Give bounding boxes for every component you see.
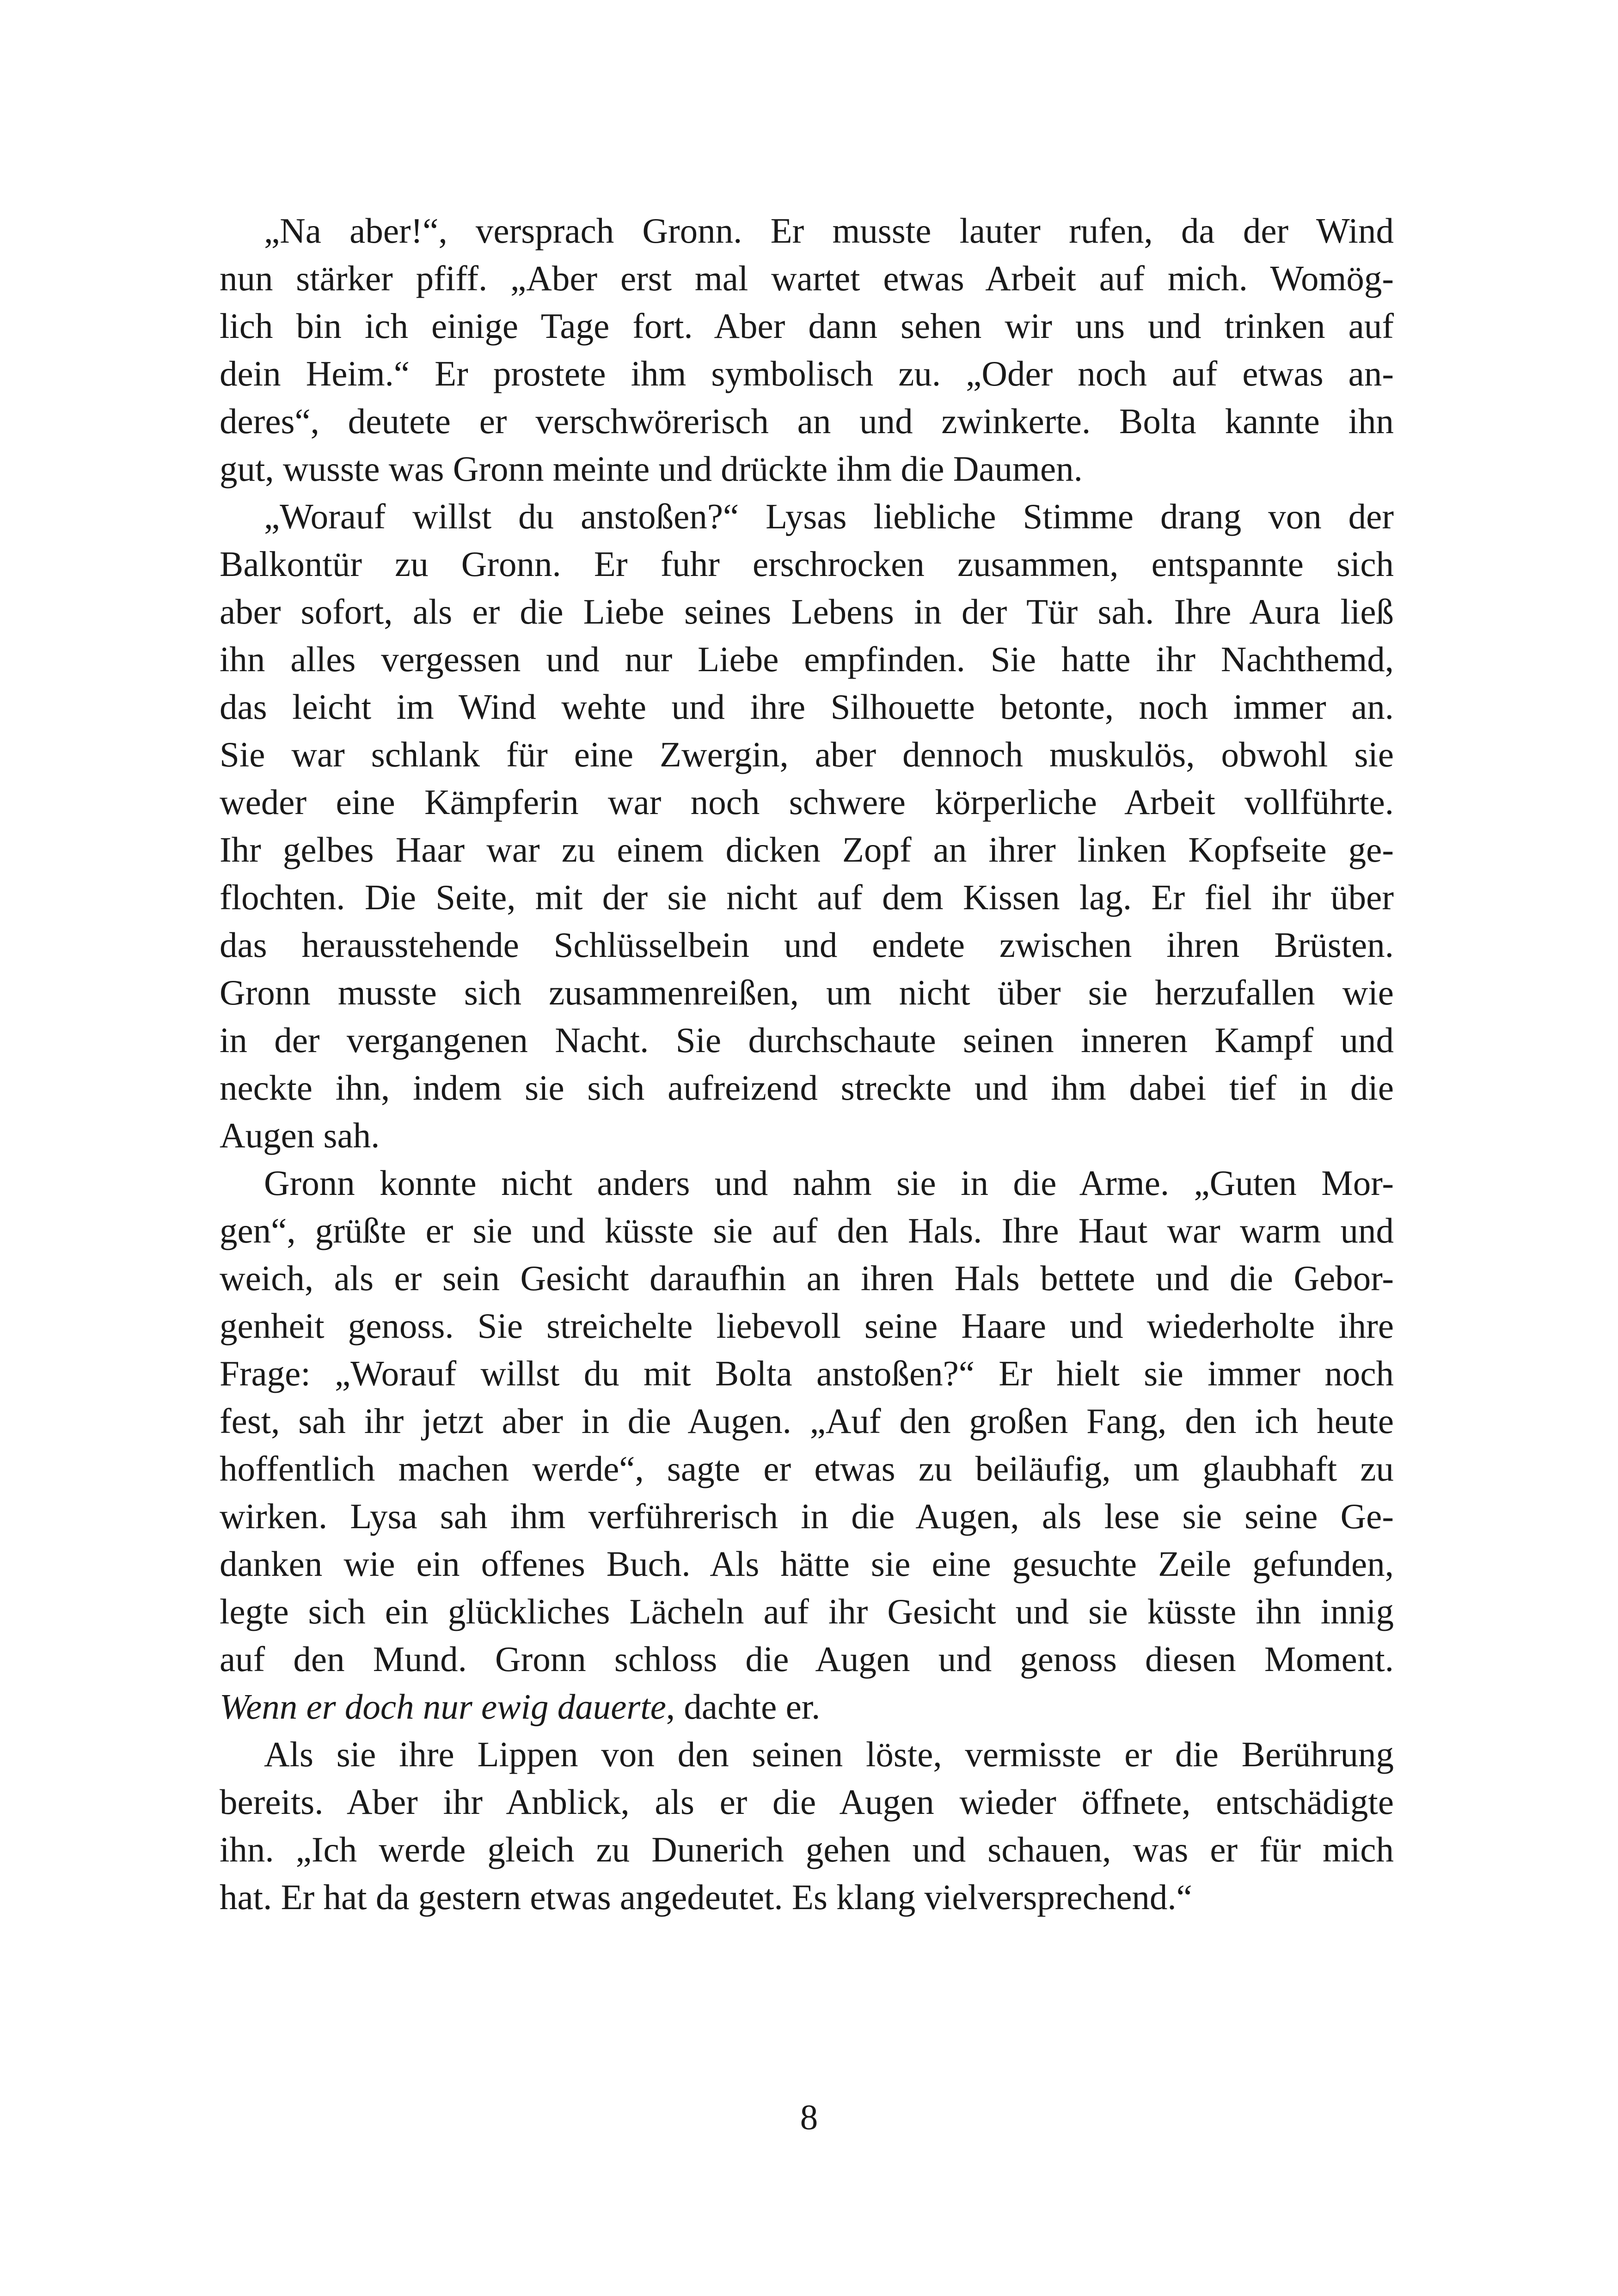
text-line: nun stärker pfiff. „Aber erst mal wartet etwas Arbeit auf mich. Womög- — [220, 258, 1394, 298]
paragraph-3 — [220, 1159, 1394, 1731]
italic-thought: Wenn er doch nur ewig dauerte — [220, 1687, 666, 1727]
text-line: wirken. Lysa sah ihm verführerisch in die Augen, als lese sie seine Ge- — [220, 1496, 1394, 1536]
paragraph-4 — [220, 1731, 1394, 1921]
text-line: auf den Mund. Gronn schloss die Augen und genoss diesen Moment. — [220, 1639, 1394, 1679]
thought-attribution: , dachte er. — [666, 1687, 821, 1727]
text-line: Gronn musste sich zusammenreißen, um nicht über sie herzufallen wie — [220, 973, 1394, 1012]
page-number: 8 — [800, 2097, 818, 2137]
text-line: lich bin ich einige Tage fort. Aber dann sehen wir uns und trinken auf — [220, 306, 1394, 346]
paragraph-2 — [220, 493, 1394, 1159]
italic-thought-line — [220, 1683, 1394, 1731]
text-line: bereits. Aber ihr Anblick, als er die Augen wieder öffnete, entschädigte — [220, 1782, 1394, 1822]
text-line: flochten. Die Seite, mit der sie nicht auf dem Kissen lag. Er fiel ihr über — [220, 877, 1394, 917]
text-line: „Na aber!“, versprach Gronn. Er musste lauter rufen, da der Wind — [264, 211, 1394, 251]
paragraph-1 — [220, 207, 1394, 493]
text-line: weder eine Kämpferin war noch schwere körperliche Arbeit vollführte. — [220, 782, 1394, 822]
text-line: Balkontür zu Gronn. Er fuhr erschrocken zusammen, entspannte sich — [220, 544, 1394, 584]
text-line: aber sofort, als er die Liebe seines Lebens in der Tür sah. Ihre Aura ließ — [220, 592, 1394, 631]
text-line: das herausstehende Schlüsselbein und endete zwischen ihren Brüsten. — [220, 925, 1394, 965]
text-line: dein Heim.“ Er prostete ihm symbolisch zu. „Oder noch auf etwas an- — [220, 354, 1394, 393]
text-line: deres“, deutete er verschwörerisch an und zwinkerte. Bolta kannte ihn — [220, 401, 1394, 441]
text-line: legte sich ein glückliches Lächeln auf ihr Gesicht und sie küsste ihn innig — [220, 1592, 1394, 1631]
text-line: gut, wusste was Gronn meinte und drückte ihm die Daumen. — [220, 449, 1083, 489]
text-line: das leicht im Wind wehte und ihre Silhouette betonte, noch immer an. — [220, 687, 1394, 727]
text-line: Gronn konnte nicht anders und nahm sie in die Arme. „Guten Mor- — [264, 1163, 1394, 1203]
text-line: Augen sah. — [220, 1115, 380, 1155]
body-text — [220, 207, 1394, 1921]
text-line: ihn. „Ich werde gleich zu Dunerich gehen und schauen, was er für mich — [220, 1830, 1394, 1869]
text-line: Als sie ihre Lippen von den seinen löste, vermisste er die Berührung — [264, 1734, 1394, 1774]
text-line: weich, als er sein Gesicht daraufhin an ihren Hals bettete und die Gebor- — [220, 1258, 1394, 1298]
text-line: hat. Er hat da gestern etwas angedeutet. Es klang vielversprechend.“ — [220, 1877, 1192, 1917]
text-line: hoffentlich machen werde“, sagte er etwas zu beiläufig, um glaubhaft zu — [220, 1449, 1394, 1488]
text-line: in der vergangenen Nacht. Sie durchschaute seinen inneren Kampf und — [220, 1020, 1394, 1060]
text-line: gen“, grüßte er sie und küsste sie auf den Hals. Ihre Haut war warm und — [220, 1211, 1394, 1250]
text-line: Frage: „Worauf willst du mit Bolta anstoßen?“ Er hielt sie immer noch — [220, 1353, 1394, 1393]
text-line: Ihr gelbes Haar war zu einem dicken Zopf an ihrer linken Kopfseite ge- — [220, 830, 1394, 869]
text-line: danken wie ein offenes Buch. Als hätte sie eine gesuchte Zeile gefunden, — [220, 1544, 1394, 1584]
text-line: ihn alles vergessen und nur Liebe empfinden. Sie hatte ihr Nachthemd, — [220, 639, 1394, 679]
text-line: fest, sah ihr jetzt aber in die Augen. „Auf den großen Fang, den ich heute — [220, 1401, 1394, 1441]
text-line: genheit genoss. Sie streichelte liebevoll seine Haare und wiederholte ihre — [220, 1306, 1394, 1346]
text-line: Sie war schlank für eine Zwergin, aber dennoch muskulös, obwohl sie — [220, 735, 1394, 774]
text-line: neckte ihn, indem sie sich aufreizend streckte und ihm dabei tief in die — [220, 1068, 1394, 1108]
text-line: „Worauf willst du anstoßen?“ Lysas liebliche Stimme drang von der — [264, 496, 1394, 536]
